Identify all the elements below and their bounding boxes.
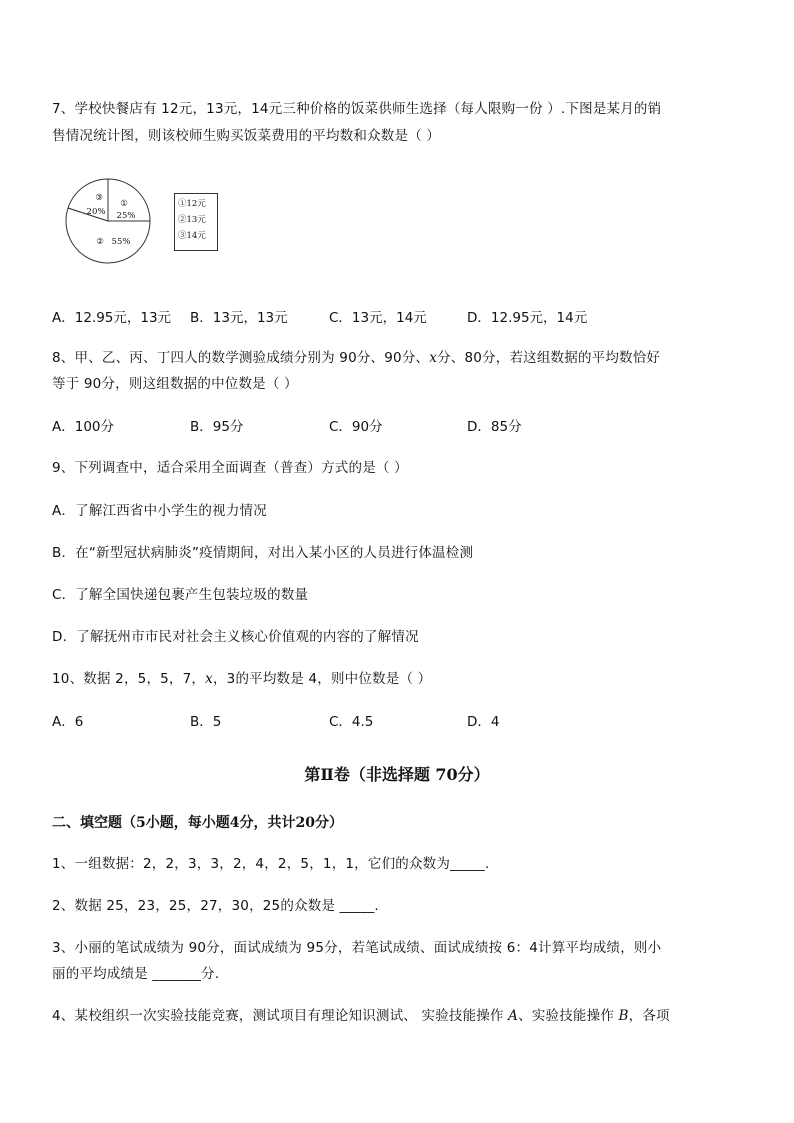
q8-text-b: 分、80分，若这组数据的平均数恰好 [437,350,661,366]
q10-line-1 [52,670,431,688]
pie-label-1: ① [120,199,128,209]
q10-text-b: ，3的平均数是 4，则中位数是（ ） [212,671,432,687]
q7-option-c: C．13元，14元 [329,310,427,326]
q7-option-b: B．13元，13元 [190,310,288,326]
q10-option-a: A．6 [52,714,84,730]
q7-line-2: 售情况统计图，则该校师生购买饭菜费用的平均数和众数是（ ） [52,128,441,144]
q8-option-b: B．95分 [190,419,244,435]
q8-option-c: C．90分 [329,419,383,435]
pie-label-3: ③ [95,193,103,203]
fill-q4-variable-a: A [508,1008,519,1024]
q9-option-a: A．了解江西省中小学生的视力情况 [52,503,267,519]
pie-label-2: ② [96,237,104,247]
q7-line-1: 7、学校快餐店有 12元，13元，14元三种价格的饭菜供师生选择（每人限购一份 ）.下图是某月的销 [52,101,662,117]
q8-variable-x: x [429,350,438,366]
q7-option-a: A．12.95元，13元 [52,310,172,326]
fill-q3-line-2: 丽的平均成绩是 _______分. [52,966,220,982]
fill-q4-line-1 [52,1007,670,1025]
fill-q4-text-c: ，各项 [628,1008,670,1024]
fill-in-heading: 二、填空题（5小题，每小题4分，共计20分） [52,815,343,831]
section-title: 第Ⅱ卷（非选择题 70分） [304,765,490,784]
fill-q2: 2、数据 25，23，25，27，30，25的众数是 _____. [52,898,379,914]
legend-item-2: ②13元 [178,215,206,225]
pie-value-2: 55% [111,237,131,247]
q10-option-d: D．4 [467,714,500,730]
q8-line-1 [52,349,660,367]
q9-line-1: 9、下列调查中，适合采用全面调查（普查）方式的是（ ） [52,460,408,476]
fill-q4-text-a: 4、某校组织一次实验技能竞赛，测试项目有理论知识测试、 实验技能操作 [52,1008,509,1024]
q10-option-c: C．4.5 [329,714,374,730]
legend-item-1: ①12元 [178,199,206,209]
q8-text-a: 8、甲、乙、丙、丁四人的数学测验成绩分别为 90分、90分、 [52,350,430,366]
pie-chart [60,176,160,266]
q8-line-2: 等于 90分，则这组数据的中位数是（ ） [52,376,298,392]
q7-option-d: D．12.95元，14元 [467,310,588,326]
q9-option-d: D．了解抚州市市民对社会主义核心价值观的内容的了解情况 [52,629,419,645]
q9-option-b: B．在“新型冠状病肺炎”疫情期间，对出入某小区的人员进行体温检测 [52,545,474,561]
fill-q4-variable-b: B [618,1008,629,1024]
pie-value-3: 20% [86,207,106,217]
q9-option-c: C．了解全国快递包裹产生包装垃圾的数量 [52,587,309,603]
q8-option-d: D．85分 [467,419,522,435]
q8-option-a: A．100分 [52,419,115,435]
q10-variable-x: x [205,671,213,687]
fill-q4-text-b: 、实验技能操作 [518,1008,619,1024]
q10-option-b: B．5 [190,714,222,730]
fill-q3-line-1: 3、小丽的笔试成绩为 90分，面试成绩为 95分，若笔试成绩、面试成绩按 6：4计算平均成绩，则小 [52,940,662,956]
fill-q1: 1、一组数据：2，2，3，3，2，4，2，5，1，1，它们的众数为_____. [52,856,490,872]
legend-item-3: ③14元 [178,231,206,241]
q10-text-a: 10、数据 2，5，5，7， [52,671,206,687]
pie-value-1: 25% [116,211,136,221]
pie-legend [174,193,218,251]
